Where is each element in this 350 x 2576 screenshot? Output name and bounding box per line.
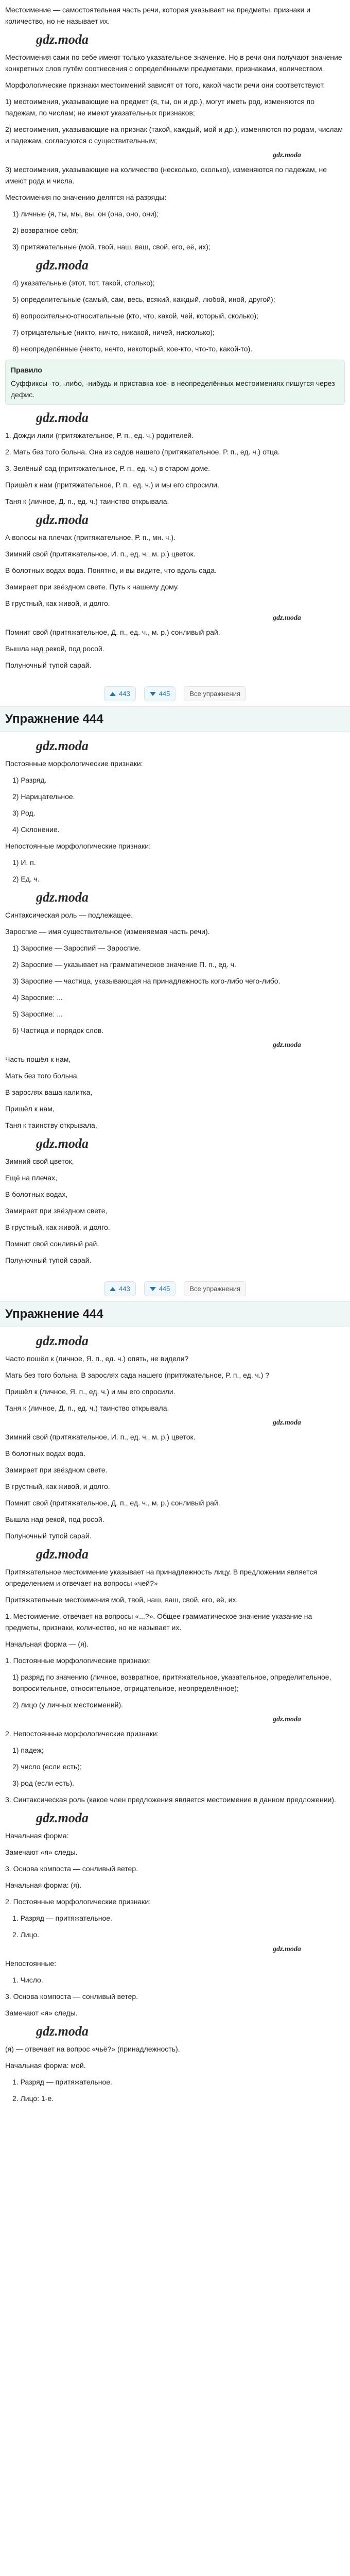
intro-paragraph: Местоимение — самостоятельная часть речи, которая указывает на предметы, признаки и количество, но не называет их. bbox=[5, 6, 310, 25]
theory-paragraph: 1) местоимения, указывающие на предмет (я, ты, он и др.), могут иметь род, изменяются по падежам, по числам; не имеют указательных признаков; bbox=[5, 97, 315, 117]
poem-line: Зимний свой цветок, bbox=[5, 1157, 74, 1165]
exercise-title: Упражнение 444 bbox=[5, 712, 103, 726]
answer-line: 2) число (если есть); bbox=[12, 1762, 82, 1771]
answer-line: Помнит свой (притяжательное, Д. п., ед. ч., м. р.) сонливый рай. bbox=[5, 1499, 220, 1507]
prev-exercise-label: 443 bbox=[118, 1285, 130, 1293]
category-item: 3) притяжательные (мой, твой, наш, ваш, свой, его, её, их); bbox=[12, 243, 211, 251]
answer-line: 1. Разряд — притяжательное. bbox=[12, 2078, 112, 2086]
next-exercise-label: 445 bbox=[159, 1285, 170, 1293]
example-line: Пришёл к нам (притяжательное, Р. п., ед. ч.) и мы его спросили. bbox=[5, 481, 219, 489]
example-line: Таня к (личное, Д. п., ед. ч.) таинство открывала. bbox=[5, 497, 169, 505]
answer-line: Мать без того больна. В зарослях сада нашего (притяжательное, Р. п., ед. ч.) ? bbox=[5, 1371, 270, 1379]
analysis-line: 2) Ед. ч. bbox=[12, 875, 40, 883]
answer-line: В болотных водах вода. bbox=[5, 1449, 85, 1458]
example-line: Полуночный тупой сарай. bbox=[5, 661, 92, 669]
next-exercise-label: 445 bbox=[159, 690, 170, 698]
exercise-header bbox=[0, 706, 350, 732]
analysis-line: 4) Склонение. bbox=[12, 825, 60, 834]
answer-line: Замечают «я» следы. bbox=[5, 1848, 78, 1856]
arrow-down-icon bbox=[150, 692, 156, 696]
example-line: А волосы на плечах (притяжательное, Р. п., мн. ч.). bbox=[5, 533, 176, 541]
all-exercises-link[interactable]: Все упражнения bbox=[184, 1281, 246, 1296]
exercise-nav-2 bbox=[0, 1278, 350, 1301]
analysis-line: Зароспие — имя существительное (изменяемая часть речи). bbox=[5, 927, 210, 936]
section-analysis bbox=[0, 732, 350, 1278]
example-line: Помнит свой (притяжательное, Д. п., ед. ч., м. р.) сонливый рай. bbox=[5, 628, 220, 636]
site-watermark: gdz.moda bbox=[36, 1810, 89, 1825]
site-watermark: gdz.moda bbox=[36, 410, 89, 425]
example-line: 3. Зелёный сад (притяжательное, Р. п., ед. ч.) в старом доме. bbox=[5, 464, 211, 472]
theory-paragraph: Морфологические признаки местоимений зависят от того, какой части речи они соответствуют. bbox=[5, 81, 325, 89]
poem-line: Часть пошёл к нам, bbox=[5, 1055, 71, 1063]
answer-line: Начальная форма — (я). bbox=[5, 1640, 89, 1648]
answer-line: Пришёл к (личное, Я. п., ед. ч.) и мы его спросили. bbox=[5, 1387, 176, 1396]
analysis-line: 1) Зароспие — Зароспий — Зароспие. bbox=[12, 944, 141, 952]
arrow-up-icon bbox=[110, 1287, 116, 1291]
answer-line: Полуночный тупой сарай. bbox=[5, 1532, 92, 1540]
analysis-line: 3) Зароспие — частица, указывающая на принадлежность кого-либо чего-либо. bbox=[12, 977, 281, 985]
site-watermark: gdz.moda bbox=[36, 258, 89, 273]
category-item: 1) личные (я, ты, мы, вы, он (она, оно, они); bbox=[12, 210, 159, 218]
category-item: 8) неопределённые (некто, нечто, некоторый, кое-кто, что-то, какой-то). bbox=[12, 345, 253, 353]
site-watermark: gdz.moda bbox=[36, 1547, 89, 1562]
analysis-line: 1) Разряд. bbox=[12, 776, 47, 784]
example-line: Зимний свой (притяжательное, И. п., ед. ч., м. р.) цветок. bbox=[5, 550, 196, 558]
section-theory bbox=[0, 0, 350, 683]
answer-line: Таня к (личное, Д. п., ед. ч.) таинство открывала. bbox=[5, 1404, 169, 1412]
answer-line: 1. Местоимение, отвечает на вопросы «...?». Общее грамматическое значение указание на предметы, признаки, количество, но не называет их. bbox=[5, 1612, 312, 1632]
answer-line: 1) падеж; bbox=[12, 1746, 44, 1754]
answer-line: Притяжательное местоимение указывает на принадлежность лицу. В предложении является определением и отвечает на вопросы «чей?» bbox=[5, 1568, 318, 1587]
analysis-line: 2) Нарицательное. bbox=[12, 792, 75, 801]
answer-line: Замирает при звёздном свете. bbox=[5, 1466, 108, 1474]
answer-line: 2. Постоянные морфологические признаки: bbox=[5, 1897, 151, 1906]
analysis-line: 5) Зароспие: ... bbox=[12, 1010, 63, 1018]
exercise-title: Упражнение 444 bbox=[5, 1307, 103, 1321]
site-watermark: gdz.moda bbox=[36, 1333, 89, 1348]
poem-line: Полуночный тупой сарай. bbox=[5, 1256, 92, 1264]
prev-exercise-label: 443 bbox=[118, 690, 130, 698]
site-watermark: gdz.moda bbox=[273, 1716, 301, 1723]
answer-line: Начальная форма: bbox=[5, 1832, 69, 1840]
answer-line: Начальная форма: (я). bbox=[5, 1881, 82, 1889]
site-watermark: gdz.moda bbox=[273, 1041, 301, 1049]
site-watermark: gdz.moda bbox=[273, 1419, 301, 1427]
example-line: 2. Мать без того больна. Она из садов нашего (притяжательное, Р. п., ед. ч.) отца. bbox=[5, 448, 280, 456]
poem-line: Таня к таинству открывала, bbox=[5, 1121, 97, 1129]
analysis-line: Непостоянные морфологические признаки: bbox=[5, 842, 151, 850]
analysis-line: 2) Зароспие — указывает на грамматическое значение П. п., ед. ч. bbox=[12, 960, 236, 969]
answer-line: 2. Непостоянные морфологические признаки: bbox=[5, 1730, 159, 1738]
site-watermark: gdz.moda bbox=[273, 1945, 301, 1953]
theory-paragraph: 3) местоимения, указывающие на количество (несколько, сколько), изменяются по падежам, не имеют рода и числа. bbox=[5, 165, 327, 185]
prev-exercise-button[interactable] bbox=[104, 1281, 136, 1296]
poem-line: Замирает при звёздном свете, bbox=[5, 1207, 108, 1215]
category-item: 7) отрицательные (никто, ничто, никакой, ничей, нисколько); bbox=[12, 328, 215, 336]
example-line: В грустный, как живой, и долго. bbox=[5, 599, 110, 607]
analysis-line: Постоянные морфологические признаки: bbox=[5, 759, 143, 768]
example-line: Вышла над рекой, под росой. bbox=[5, 645, 104, 653]
example-line: В болотных водах вода. Понятно, и вы видите, что вдоль сада. bbox=[5, 566, 217, 574]
analysis-line: Синтаксическая роль — подлежащее. bbox=[5, 911, 133, 919]
arrow-up-icon bbox=[110, 692, 116, 696]
category-item: 5) определительные (самый, сам, весь, всякий, каждый, любой, иной, другой); bbox=[12, 295, 275, 303]
answer-line: Притяжательные местоимения мой, твой, наш, ваш, свой, его, её, их. bbox=[5, 1596, 238, 1604]
answer-line: 1. Разряд — притяжательное. bbox=[12, 1914, 112, 1922]
poem-line: Пришёл к нам, bbox=[5, 1105, 55, 1113]
site-watermark: gdz.moda bbox=[36, 32, 89, 47]
site-watermark: gdz.moda bbox=[36, 2024, 89, 2039]
example-line: Замирает при звёздном свете. Путь к нашему дому. bbox=[5, 583, 179, 591]
rule-box bbox=[5, 360, 345, 405]
all-exercises-link[interactable]: Все упражнения bbox=[184, 686, 246, 701]
exercise-nav bbox=[0, 683, 350, 706]
analysis-line: 3) Род. bbox=[12, 809, 36, 817]
poem-line: В грустный, как живой, и долго. bbox=[5, 1223, 110, 1231]
answer-line: В грустный, как живой, и долго. bbox=[5, 1482, 110, 1490]
section-answer bbox=[0, 1327, 350, 2116]
theory-paragraph: Местоимения сами по себе имеют только указательное значение. Но в речи они получают значение конкретных слов путём соотнесения с определёнными предметами, признаками, количеством. bbox=[5, 53, 342, 73]
theory-paragraph: 2) местоимения, указывающие на признак (такой, каждый, мой и др.), изменяются по родам, числам и падежам, согласуются с существительным; bbox=[5, 125, 343, 145]
answer-line: 3. Синтаксическая роль (какое член предложения является местоимение в данном предложении). bbox=[5, 1795, 336, 1804]
answer-line: Зимний свой (притяжательное, И. п., ед. ч., м. р.) цветок. bbox=[5, 1433, 196, 1441]
analysis-line: 6) Частица и порядок слов. bbox=[12, 1026, 104, 1035]
rule-title: Правило bbox=[11, 366, 42, 374]
site-watermark: gdz.moda bbox=[273, 151, 301, 159]
answer-line: Часто пошёл к (личное, Я. п., ед. ч.) опять, не видели? bbox=[5, 1354, 189, 1363]
answer-line: Начальная форма: мой. bbox=[5, 2061, 86, 2070]
answer-line: 2. Лицо: 1-е. bbox=[12, 2094, 54, 2103]
answer-line: 3. Основа компоста — сонливый ветер. bbox=[5, 1865, 138, 1873]
prev-exercise-button[interactable] bbox=[104, 686, 136, 701]
exercise-header-2 bbox=[0, 1301, 350, 1327]
category-item: 4) указательные (этот, тот, такой, столько); bbox=[12, 279, 155, 287]
poem-line: В зарослях ваша калитка, bbox=[5, 1088, 93, 1096]
site-watermark: gdz.moda bbox=[36, 890, 89, 905]
arrow-down-icon bbox=[150, 1287, 156, 1291]
answer-line: 1. Постоянные морфологические признаки: bbox=[5, 1656, 151, 1665]
poem-line: Мать без того больна, bbox=[5, 1072, 79, 1080]
answer-line: Замечают «я» следы. bbox=[5, 2009, 78, 2017]
answer-line: 3. Основа компоста — сонливый ветер. bbox=[5, 1992, 138, 2001]
page-footer-spacer bbox=[0, 2116, 350, 2178]
site-watermark: gdz.moda bbox=[36, 738, 89, 753]
poem-line: Ещё на плечах, bbox=[5, 1174, 57, 1182]
site-watermark: gdz.moda bbox=[273, 614, 301, 622]
site-watermark: gdz.moda bbox=[36, 512, 89, 527]
analysis-line: 4) Зароспие: ... bbox=[12, 993, 63, 1002]
rule-text: Суффиксы -то, -либо, -нибудь и приставка кое- в неопределённых местоимениях пишутся через дефис. bbox=[11, 379, 335, 399]
answer-line: 1. Число. bbox=[12, 1976, 43, 1984]
analysis-line: 1) И. п. bbox=[12, 858, 36, 867]
next-exercise-button[interactable] bbox=[144, 1281, 176, 1296]
theory-paragraph: Местоимения по значению делятся на разряды: bbox=[5, 193, 167, 201]
answer-line: 3) род (если есть). bbox=[12, 1779, 75, 1787]
answer-line: Непостоянные: bbox=[5, 1959, 57, 1968]
poem-line: В болотных водах, bbox=[5, 1190, 68, 1198]
category-item: 2) возвратное себя; bbox=[12, 226, 78, 234]
category-item: 6) вопросительно-относительные (кто, что, какой, чей, который, сколько); bbox=[12, 312, 258, 320]
next-exercise-button[interactable] bbox=[144, 686, 176, 701]
answer-line: (я) — отвечает на вопрос «чьё?» (принадлежность). bbox=[5, 2045, 180, 2053]
answer-line: Вышла над рекой, под росой. bbox=[5, 1515, 104, 1523]
poem-line: Помнит свой сонливый рай, bbox=[5, 1240, 99, 1248]
answer-line: 2. Лицо. bbox=[12, 1930, 40, 1939]
answer-line: 2) лицо (у личных местоимений). bbox=[12, 1701, 123, 1709]
example-line: 1. Дожди лили (притяжательное, Р. п., ед. ч.) родителей. bbox=[5, 431, 194, 439]
answer-line: 1) разряд по значению (личное, возвратное, притяжательное, указательное, определительное, вопросительное, относительное, отрицательное, неопределённое); bbox=[12, 1673, 331, 1692]
site-watermark: gdz.moda bbox=[36, 1136, 89, 1151]
